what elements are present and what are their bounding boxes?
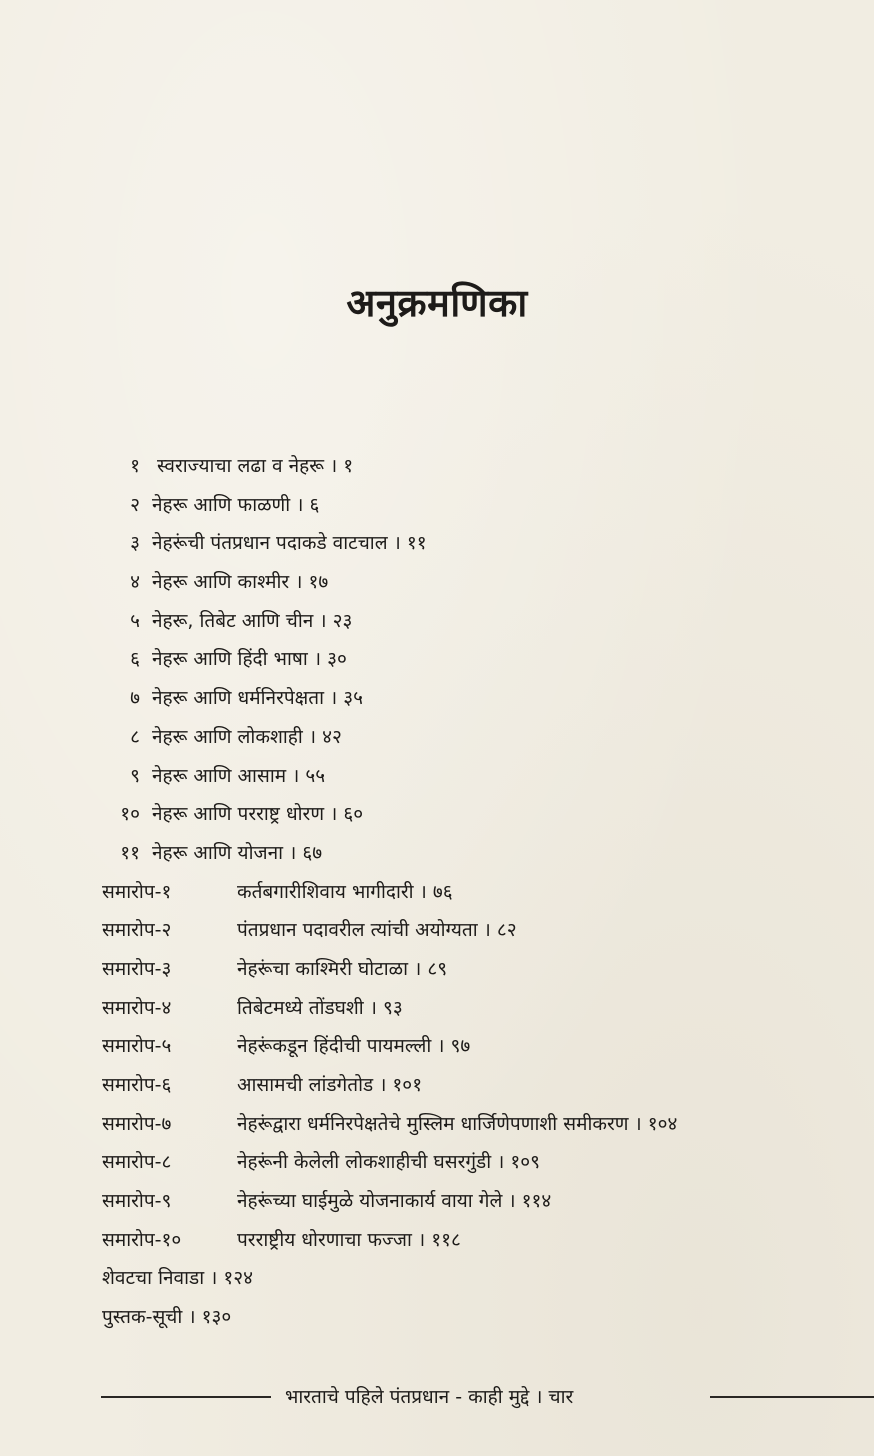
chapter-title: नेहरू आणि काश्मीर । १७ (152, 571, 329, 594)
summary-label: समारोप-१ (102, 880, 172, 903)
chapter-number: २ (130, 493, 140, 516)
chapter-title: नेहरू, तिबेट आणि चीन । २३ (152, 609, 353, 632)
chapter-number: ११ (120, 841, 140, 864)
toc-summary-entry (0, 910, 874, 949)
toc-summary-entry (0, 1026, 874, 1065)
summary-label: समारोप-७ (102, 1112, 172, 1135)
summary-label: समारोप-२ (102, 919, 172, 942)
toc-entry (0, 562, 874, 601)
summary-title: नेहरूंद्वारा धर्मनिरपेक्षतेचे मुस्लिम धार्जिणेपणाशी समीकरण । १०४ (237, 1112, 678, 1135)
page-footer (0, 1379, 874, 1415)
chapter-title: नेहरू आणि हिंदी भाषा । ३० (152, 648, 347, 671)
summary-title: नेहरूंकडून हिंदीची पायमल्ली । ९७ (237, 1035, 471, 1058)
chapter-title: नेहरू आणि फाळणी । ६ (152, 493, 320, 516)
toc-entry (0, 717, 874, 756)
summary-title: कर्तबगारीशिवाय भागीदारी । ७६ (237, 880, 453, 903)
chapter-title: नेहरू आणि लोकशाही । ४२ (152, 725, 342, 748)
summary-title: नेहरूंचा काश्मिरी घोटाळा । ८९ (237, 957, 448, 980)
toc-entry (0, 794, 874, 833)
toc-entry (0, 485, 874, 524)
chapter-number: ८ (130, 725, 140, 748)
chapter-number: ९ (130, 764, 140, 787)
toc-entry (0, 523, 874, 562)
summary-title: आसामची लांडगेतोड । १०१ (237, 1074, 423, 1096)
extra-title: पुस्तक-सूची । १३० (102, 1306, 232, 1329)
chapter-title: नेहरू आणि योजना । ६७ (152, 841, 323, 864)
summary-title: नेहरूंच्या घाईमुळे योजनाकार्य वाया गेले । ११४ (237, 1190, 552, 1213)
summary-label: समारोप-८ (102, 1151, 172, 1174)
summary-label: समारोप-६ (102, 1074, 172, 1096)
summary-label: समारोप-१० (102, 1228, 182, 1251)
summary-title: पंतप्रधान पदावरील त्यांची अयोग्यता । ८२ (237, 919, 517, 942)
summary-title: नेहरूंनी केलेली लोकशाहीची घसरगुंडी । १०९ (237, 1151, 541, 1174)
chapter-number: १० (120, 803, 140, 826)
toc-summary-entry (0, 1065, 874, 1104)
chapter-number: ४ (130, 571, 140, 594)
summary-title: परराष्ट्रीय धोरणाचा फज्जा । ११८ (237, 1228, 461, 1251)
toc-entry (0, 639, 874, 678)
chapter-number: ७ (130, 687, 140, 710)
page-title: अनुक्रमणिका (346, 280, 528, 325)
toc-entry (0, 756, 874, 795)
extra-title: शेवटचा निवाडा । १२४ (102, 1267, 254, 1290)
chapter-title: नेहरू आणि आसाम । ५५ (152, 764, 326, 787)
chapter-title: नेहरू आणि धर्मनिरपेक्षता । ३५ (152, 687, 364, 710)
summary-label: समारोप-४ (102, 996, 172, 1019)
chapter-number: ३ (130, 532, 140, 555)
toc-summary-entry (0, 1142, 874, 1181)
summary-label: समारोप-३ (102, 957, 172, 980)
toc-summary-entry (0, 1181, 874, 1220)
summary-label: समारोप-९ (102, 1190, 172, 1213)
footer-rule-right (710, 1396, 874, 1398)
toc-summary-entry (0, 988, 874, 1027)
running-footer-text: भारताचे पहिले पंतप्रधान - काही मुद्दे । चार (285, 1386, 574, 1408)
summary-label: समारोप-५ (102, 1035, 172, 1058)
toc-summary-entry (0, 1220, 874, 1259)
toc-summary-entry (0, 1104, 874, 1143)
toc-extra-entry (0, 1297, 874, 1336)
toc-summary-entry (0, 872, 874, 911)
chapter-number: ५ (130, 609, 140, 632)
chapter-title: स्वराज्याचा लढा व नेहरू । १ (157, 455, 354, 477)
toc-summary-entry (0, 949, 874, 988)
toc-extra-entry (0, 1258, 874, 1297)
summary-title: तिबेटमध्ये तोंडघशी । ९३ (237, 996, 403, 1019)
table-of-contents (0, 446, 874, 1336)
chapter-title: नेहरू आणि परराष्ट्र धोरण । ६० (152, 803, 364, 826)
chapter-title: नेहरूंची पंतप्रधान पदाकडे वाटचाल । ११ (152, 532, 427, 555)
toc-entry (0, 446, 874, 485)
toc-entry (0, 833, 874, 872)
toc-entry (0, 601, 874, 640)
chapter-number: ६ (130, 648, 140, 671)
chapter-number: १ (130, 455, 140, 477)
footer-rule-left (101, 1396, 271, 1398)
toc-entry (0, 678, 874, 717)
